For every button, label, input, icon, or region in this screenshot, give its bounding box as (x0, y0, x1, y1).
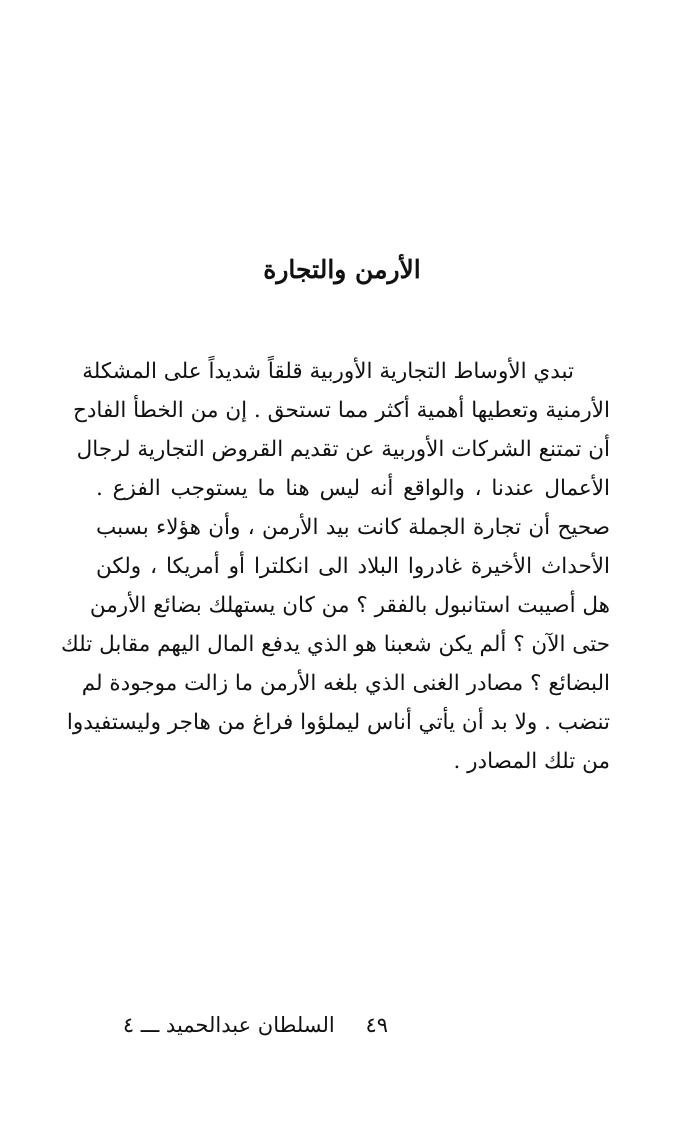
paragraph-line: صحيح أن تجارة الجملة كانت بيد الأرمن ، وأن هؤلاء بسبب (96, 515, 610, 540)
paragraph-line: الأحداث الأخيرة غادروا البلاد الى انكلترا أو أمريكا ، ولكن (96, 554, 610, 579)
paragraph-line: حتى الآن ؟ ألم يكن شعبنا هو الذي يدفع المال اليهم مقابل تلك (61, 632, 610, 657)
paragraph-line: الأرمنية وتعطيها أهمية أكثر مما تستحق . إن من الخطأ الفادح (72, 398, 610, 423)
paragraph-line: الأعمال عندنا ، والواقع أنه ليس هنا ما يستوجب الفزع . (96, 476, 610, 501)
paragraph-line: من تلك المصادر . (453, 749, 610, 774)
body-paragraph (61, 352, 610, 781)
chapter-title: الأرمن والتجارة (263, 255, 421, 284)
page-footer (96, 1008, 388, 1042)
paragraph-line: هل أصيبت استانبول بالفقر ؟ من كان يستهلك بضائع الأرمن (89, 593, 610, 618)
running-footer-text: السلطان عبدالحميد ـــ ٤ (122, 1013, 335, 1037)
paragraph-line: البضائع ؟ مصادر الغنى الذي بلغه الأرمن ما زالت موجودة لم (81, 671, 610, 696)
paragraph-line: تبدي الأوساط التجارية الأوربية قلقاً شديداً على المشكلة (82, 359, 574, 384)
paragraph-line: أن تمتنع الشركات الأوربية عن تقديم القروض التجارية لرجال (76, 437, 610, 462)
page-number: ٤٩ (365, 1013, 388, 1037)
paragraph-line: تنضب . ولا بد أن يأتي أناس ليملؤوا فراغ من هاجر وليستفيدوا (66, 710, 610, 735)
